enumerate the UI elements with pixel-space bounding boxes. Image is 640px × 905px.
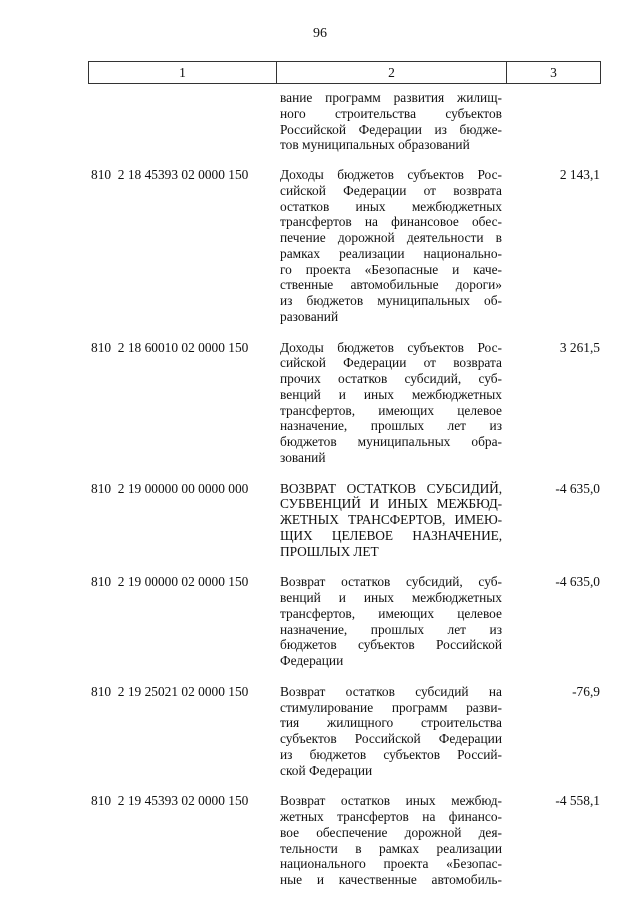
amount: 2 143,1: [559, 167, 600, 182]
budget-code: [88, 90, 276, 167]
table-row: [88, 90, 600, 167]
description-line: Доходы бюджетов субъектов Рос-: [280, 339, 502, 355]
description-line: трансфертов, имеющих целевое: [280, 402, 502, 418]
amount: -76,9: [572, 683, 600, 699]
description-line: печение дорожной деятельности в: [280, 230, 502, 245]
budget-code: 810 2 19 00000 02 0000 150: [91, 574, 249, 590]
table-row: [88, 793, 600, 903]
amount: -4 558,1: [555, 793, 600, 809]
revenue-description: [276, 574, 506, 684]
description-line: жетных трансфертов на финансо-: [280, 809, 502, 824]
description-line: ные и качественные автомобиль-: [280, 872, 502, 887]
description-line: остатков иных межбюджетных: [280, 198, 502, 214]
description-line: Возврат остатков субсидий, суб-: [280, 574, 502, 590]
description-line: бюджетов субъектов Российской: [280, 637, 502, 653]
description-line: тия жилищного строительства: [280, 715, 502, 731]
budget-code: 810 2 19 25021 02 0000 150: [91, 683, 249, 699]
header-col-1: 1: [89, 62, 277, 84]
description-line: ЩИХ ЦЕЛЕВОЕ НАЗНАЧЕНИЕ,: [280, 527, 502, 543]
budget-code: 810 2 19 45393 02 0000 150: [91, 793, 249, 809]
description-line: Доходы бюджетов субъектов Рос-: [280, 167, 502, 182]
description-line: го проекта «Безопасные и каче-: [280, 261, 502, 277]
description-line: СУБВЕНЦИЙ И ИНЫХ МЕЖБЮД-: [280, 496, 502, 512]
description-line: из бюджетов субъектов Россий-: [280, 746, 502, 762]
budget-code: 810 2 18 60010 02 0000 150: [91, 339, 249, 355]
description-line: прочих остатков субсидий, суб-: [280, 371, 502, 386]
budget-code: 810 2 18 45393 02 0000 150: [91, 167, 249, 182]
budget-code: 810 2 19 00000 00 0000 000: [91, 480, 249, 496]
table-row: [88, 340, 600, 481]
description-line: трансфертов, имеющих целевое: [280, 605, 502, 621]
revenue-description: [276, 684, 506, 794]
table-row: [88, 574, 600, 684]
description-line: венций и иных межбюджетных: [280, 590, 502, 605]
description-line: бюджетов муниципальных обра-: [280, 434, 502, 449]
revenue-description: [276, 793, 506, 903]
revenue-description: [276, 90, 506, 167]
table-row: [88, 167, 600, 340]
description-line: венций и иных межбюджетных: [280, 386, 502, 402]
description-line: вое обеспечение дорожной дея-: [280, 824, 502, 840]
revenue-description: [276, 167, 506, 340]
budget-table: [88, 90, 600, 903]
header-col-3: 3: [507, 62, 601, 84]
description-line: ПРОШЛЫХ ЛЕТ: [280, 543, 379, 559]
description-line: из бюджетов муниципальных об-: [280, 293, 502, 308]
description-line: Возврат остатков иных межбюд-: [280, 793, 502, 809]
description-line: разований: [280, 308, 339, 324]
description-line: ВОЗВРАТ ОСТАТКОВ СУБСИДИЙ,: [280, 480, 502, 496]
description-line: ЖЕТНЫХ ТРАНСФЕРТОВ, ИМЕЮ-: [280, 512, 502, 527]
description-line: субъектов Российской Федерации: [280, 731, 502, 746]
amount: 3 261,5: [559, 339, 600, 355]
description-line: стимулирование программ разви-: [280, 699, 502, 715]
header-col-2: 2: [277, 62, 507, 84]
description-line: вание программ развития жилищ-: [280, 90, 502, 105]
description-line: ской Федерации: [280, 762, 373, 778]
description-line: тов муниципальных образований: [280, 137, 470, 153]
revenue-description: [276, 481, 506, 575]
description-line: национального проекта «Безопас-: [280, 856, 502, 872]
table-header: [88, 61, 601, 84]
description-line: Российской Федерации из бюдже-: [280, 121, 502, 137]
description-line: сийской Федерации от возврата: [280, 182, 502, 198]
description-line: тельности в рамках реализации: [280, 840, 502, 856]
description-line: назначение, прошлых лет из: [280, 621, 502, 637]
amount: -4 635,0: [555, 480, 600, 496]
description-line: трансфертов на финансовое обес-: [280, 214, 502, 230]
amount: [506, 90, 600, 167]
description-line: Возврат остатков субсидий на: [280, 683, 502, 699]
page-number: 96: [313, 26, 327, 41]
amount: -4 635,0: [555, 574, 600, 590]
description-line: назначение, прошлых лет из: [280, 418, 502, 434]
description-line: ственные автомобильные дороги»: [280, 277, 502, 293]
description-line: рамках реализации национально-: [280, 245, 502, 261]
description-line: сийской Федерации от возврата: [280, 355, 502, 371]
table-row: [88, 481, 600, 575]
revenue-description: [276, 340, 506, 481]
table-row: [88, 684, 600, 794]
description-line: зований: [280, 449, 326, 465]
description-line: Федерации: [280, 653, 344, 668]
description-line: ного строительства субъектов: [280, 105, 502, 121]
